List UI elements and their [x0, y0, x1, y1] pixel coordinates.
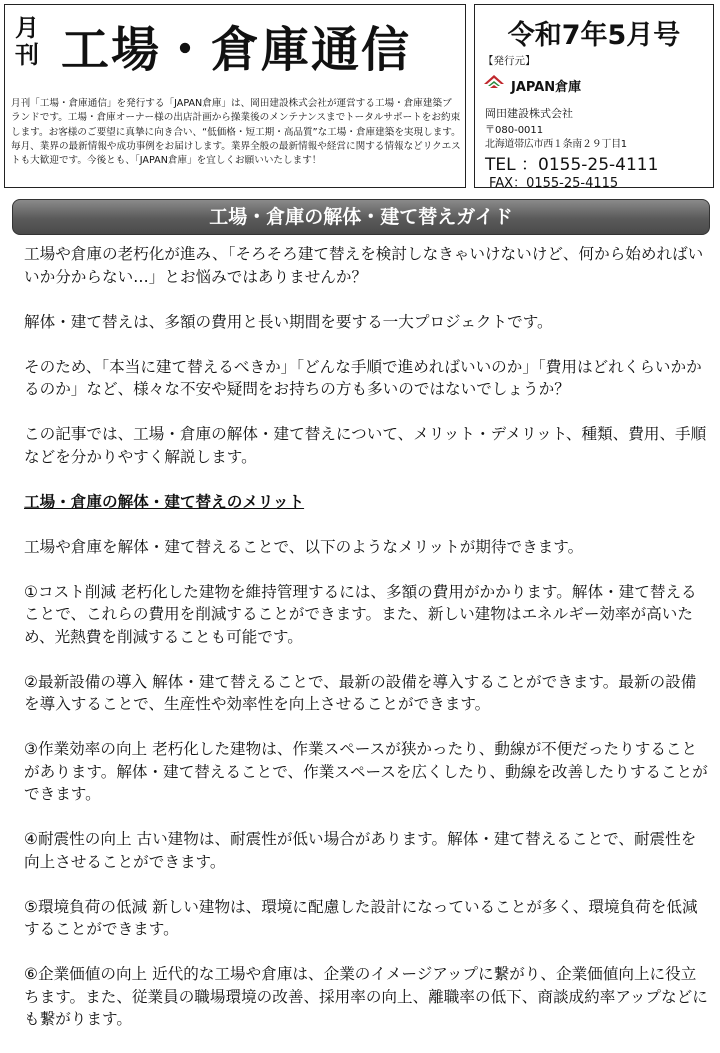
merit-item: ⑤環境負荷の低減 新しい建物は、環境に配慮した設計になっていることが多く、環境負荷を低減することができます。 [24, 897, 698, 938]
phone-number: TEL ：0155-25-4111 [485, 155, 659, 175]
paragraph: 解体・建て替えは、多額の費用と長い期間を要する一大プロジェクトです。 [24, 312, 553, 331]
paragraph: この記事では、工場・倉庫の解体・建て替えについて、メリット・デメリット、種類、費用、手順などを分かりやすく解説します。 [24, 425, 707, 466]
article-body [24, 243, 708, 1053]
paragraph: そのため、「本当に建て替えるべきか」「どんな手順で進めればいいのか」「費用はどれくらいかかるのか」など、様々な不安や疑問をお持ちの方も多いのではないでしょうか？ [24, 357, 702, 398]
section-heading: 工場・倉庫の解体・建て替えのメリット [24, 492, 305, 511]
merit-item: ③作業効率の向上 老朽化した建物は、作業スペースが狭かったり、動線が不便だったりすることがあります。解体・建て替えることで、作業スペースを広くしたり、動線を改善したりすることができます。 [24, 740, 708, 803]
issue-label: 令和7年5月号 [507, 20, 681, 51]
postal-code: 〒080-0011 [485, 125, 544, 136]
fax-number: FAX：0155-25-4115 [489, 176, 619, 191]
intro-text: 月刊「工場・倉庫通信」を発行する「JAPAN倉庫」は、岡田建設株式会社が運営する工場・倉庫建築ブランドです。工場・倉庫オーナー様の出店計画から操業後のメンテナンスまでトータルサポートをお約束します。お客様のご要望に真摯に向き合い、“低価格・短工期・高品質”な工場・倉庫建築を実現します。毎月、業界の最新情報や成功事例をお届けします。業界全般の最新情報や経営に関する情報などリクエストも大歓迎です。今後とも、「JAPAN倉庫」を宜しくお願いいたします！ [11, 98, 461, 167]
logo-text: JAPAN倉庫 [511, 80, 582, 95]
section-banner: 工場・倉庫の解体・建て替えガイド [12, 199, 710, 235]
publisher-box [474, 4, 714, 191]
merit-item: ②最新設備の導入 解体・建て替えることで、最新の設備を導入することができます。最新の設備を導入することで、生産性や効率性を向上させることができます。 [24, 672, 697, 713]
paragraph: 工場や倉庫を解体・建て替えることで、以下のようなメリットが期待できます。 [24, 537, 584, 556]
paragraph: 工場や倉庫の老朽化が進み、「そろそろ建て替えを検討しなきゃいけないけど、何から始めればいいか分からない…」とお悩みではありませんか？ [24, 245, 704, 286]
merit-item: ⑥企業価値の向上 近代的な工場や倉庫は、企業のイメージアップに繋がり、企業価値向上に役立ちます。また、従業員の職場環境の改善、採用率の向上、離職率の低下、商談成約率アップなどにも繋がります。 [24, 965, 708, 1028]
company-name: 岡田建設株式会社 [485, 107, 573, 120]
publisher-label: 【発行元】 [483, 55, 536, 67]
address: 北海道帯広市西１条南２９丁目1 [485, 139, 627, 150]
monthly-label: 月刊 [15, 14, 39, 69]
house-roof-icon [483, 73, 505, 95]
merit-item: ④耐震性の向上 古い建物は、耐震性が低い場合があります。解体・建て替えることで、耐震性を向上させることができます。 [24, 830, 697, 871]
newsletter-title: 工場・倉庫通信 [61, 22, 412, 78]
merit-item: ①コスト削減 老朽化した建物を維持管理するには、多額の費用がかかります。解体・建て替えることで、これらの費用を削減することができます。また、新しい建物はエネルギー効率が高いため、光熱費を削減することも可能です。 [24, 582, 697, 646]
masthead-box [4, 4, 466, 188]
